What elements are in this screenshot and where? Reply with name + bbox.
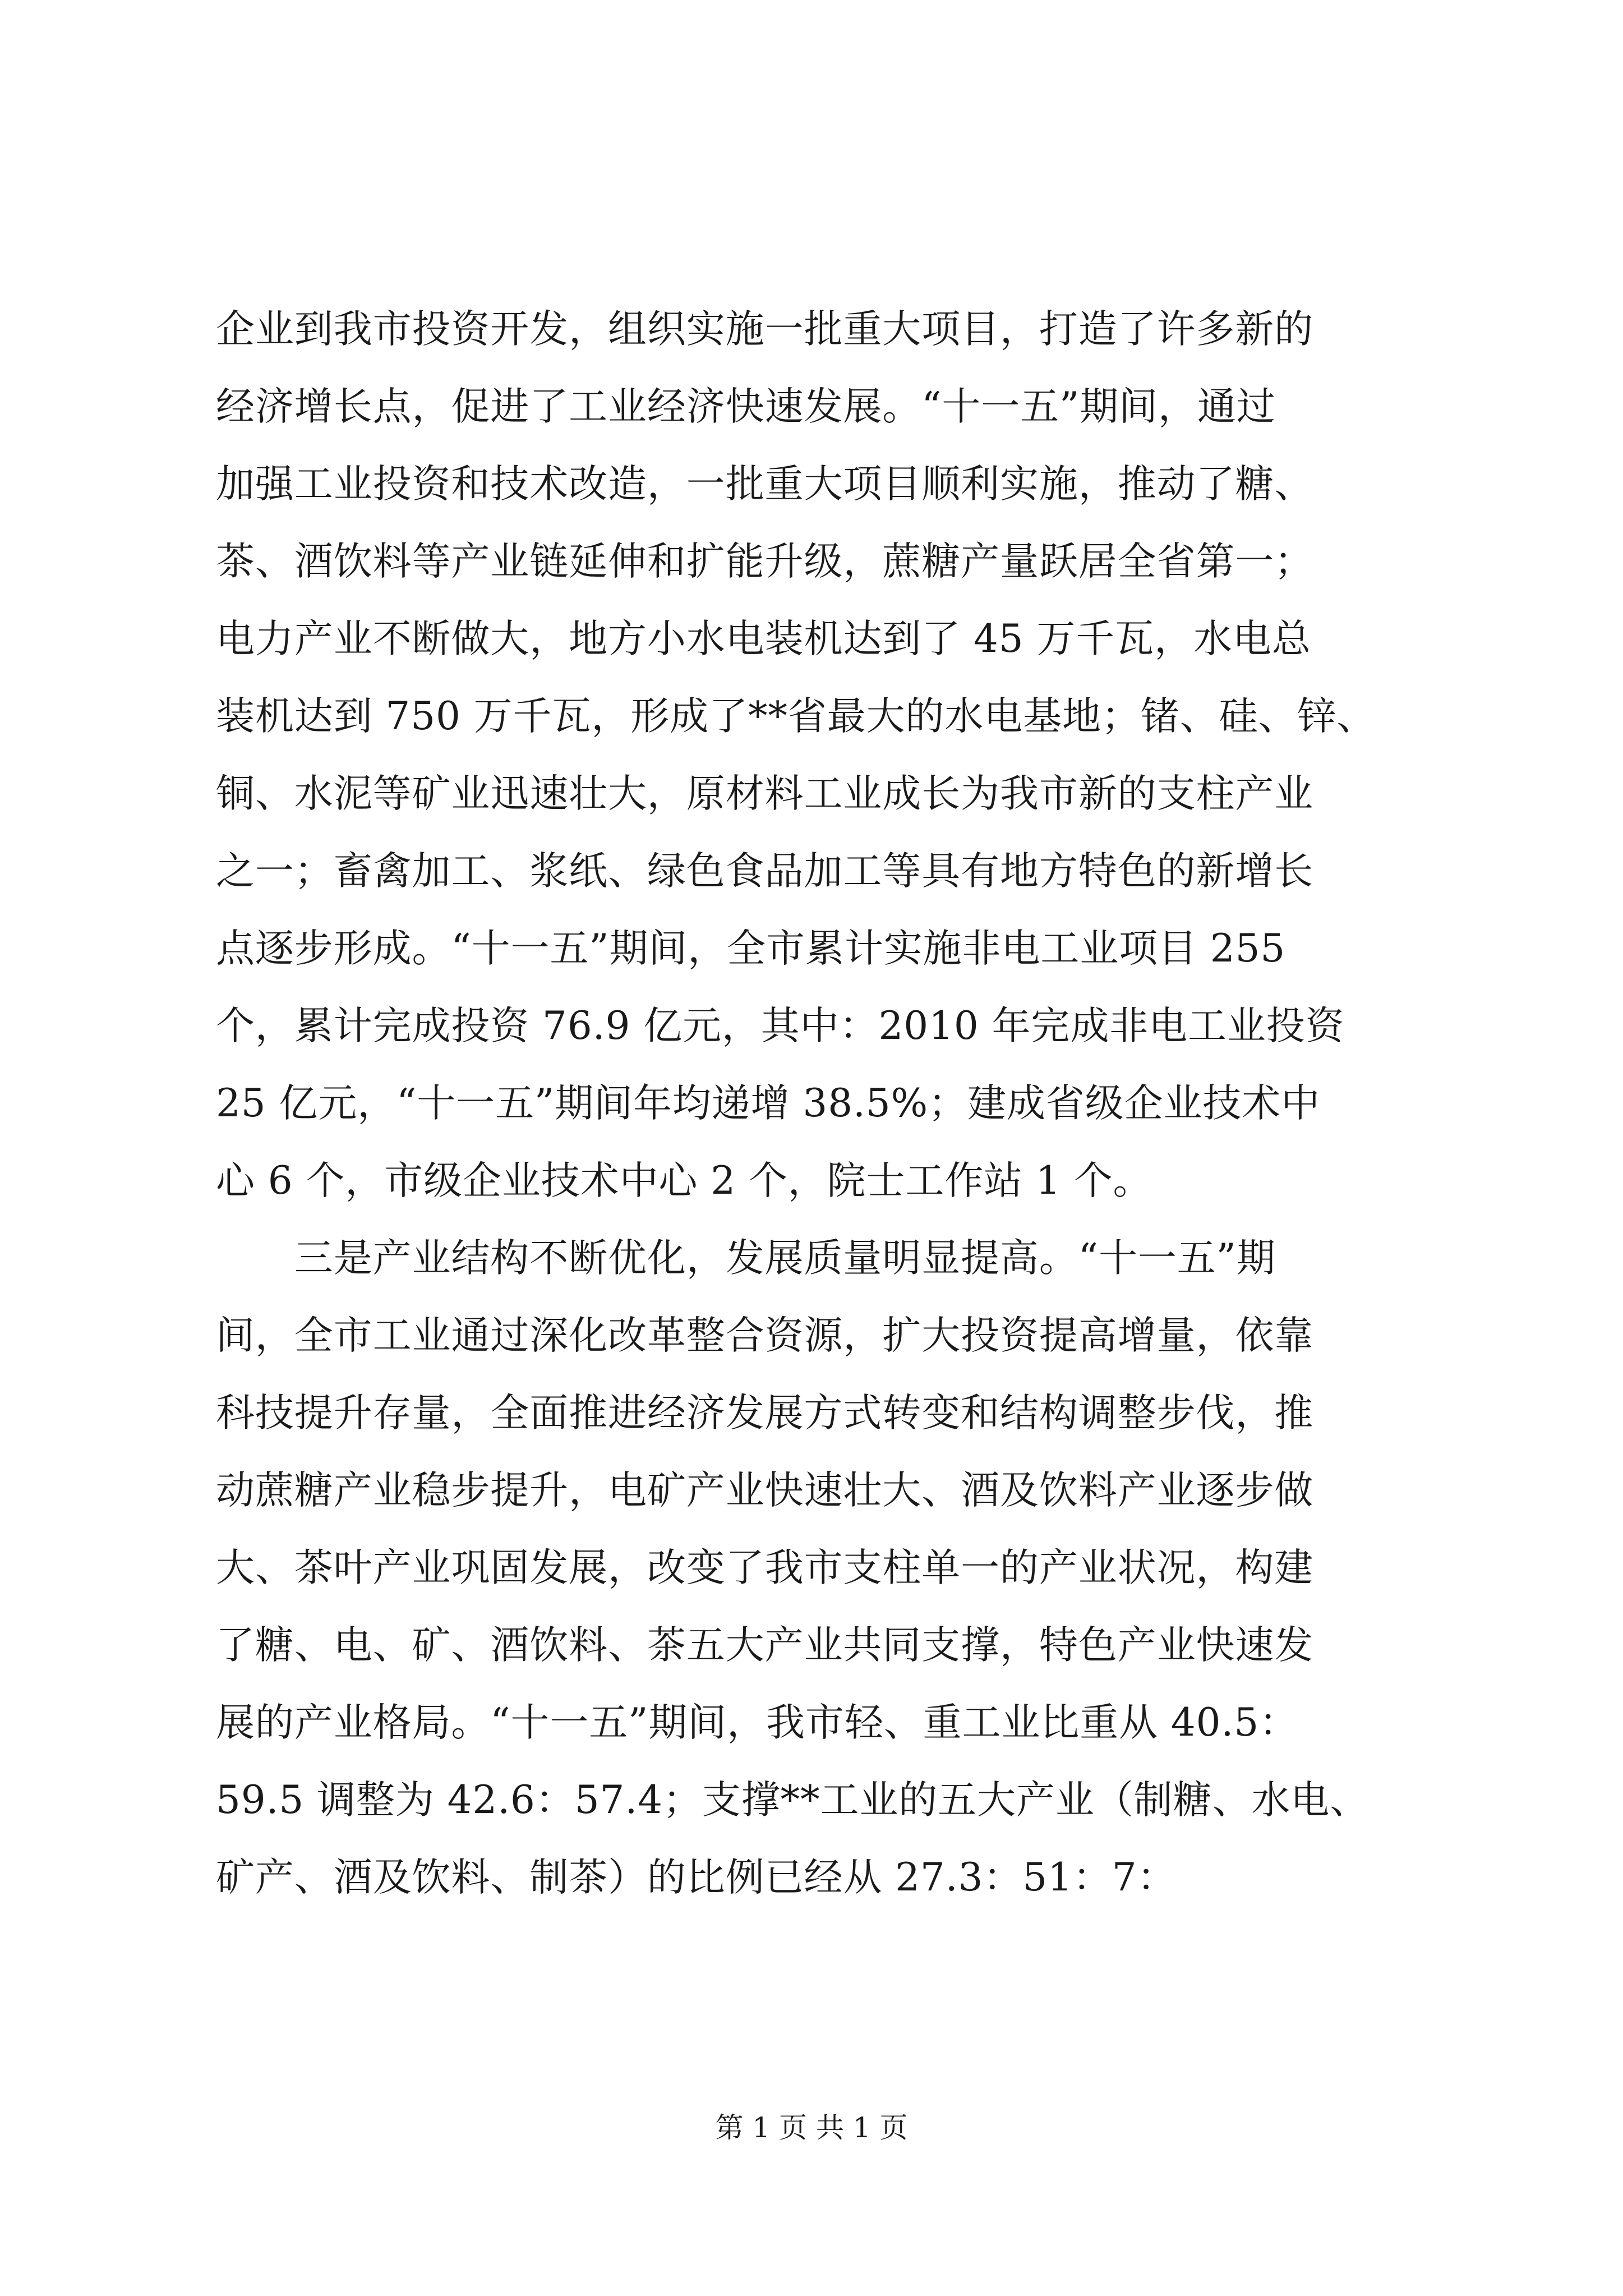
text-line: 企业到我市投资开发，组织实施一批重大项目，打造了许多新的 [216, 307, 1314, 352]
text-line: 心 6 个，市级企业技术中心 2 个，院士工作站 1 个。 [216, 1158, 1152, 1203]
text-line: 了糖、电、矿、酒饮料、茶五大产业共同支撑，特色产业快速发 [216, 1623, 1314, 1668]
text-line: 加强工业投资和技术改造，一批重大项目顺利实施，推动了糖、 [216, 462, 1314, 507]
text-line: 矿产、酒及饮料、制茶）的比例已经从 27.3：51：7： [216, 1855, 1177, 1900]
text-line: 科技提升存量，全面推进经济发展方式转变和结构调整步伐，推 [216, 1391, 1314, 1435]
text-line: 点逐步形成。“十一五”期间，全市累计实施非电工业项目 255 [216, 926, 1286, 971]
text-line: 装机达到 750 万千瓦，形成了**省最大的水电基地；锗、硅、锌、 [216, 694, 1376, 739]
text-line: 之一；畜禽加工、浆纸、绿色食品加工等具有地方特色的新增长 [216, 849, 1314, 894]
text-line: 茶、酒饮料等产业链延伸和扩能升级，蔗糖产量跃居全省第一； [216, 539, 1314, 584]
text-line: 间，全市工业通过深化改革整合资源，扩大投资提高增量，依靠 [216, 1313, 1314, 1358]
text-line: 电力产业不断做大，地方小水电装机达到了 45 万千瓦，水电总 [216, 616, 1311, 661]
text-line: 59.5 调整为 42.6：57.4；支撑**工业的五大产业（制糖、水电、 [216, 1778, 1370, 1823]
body-text [216, 291, 1422, 1916]
text-line: 25 亿元，“十一五”期间年均递增 38.5%；建成省级企业技术中 [216, 1081, 1321, 1126]
text-line: 铜、水泥等矿业迅速壮大，原材料工业成长为我市新的支柱产业 [216, 771, 1314, 816]
text-line: 展的产业格局。“十一五”期间，我市轻、重工业比重从 40.5： [216, 1700, 1299, 1745]
text-line: 经济增长点，促进了工业经济快速发展。“十一五”期间，通过 [216, 384, 1276, 429]
paragraph-start-line: 三是产业结构不断优化，发展质量明显提高。“十一五”期 [216, 1236, 1276, 1281]
page-footer: 第 1 页 共 1 页 [715, 2111, 908, 2144]
text-line: 动蔗糖产业稳步提升，电矿产业快速壮大、酒及饮料产业逐步做 [216, 1468, 1314, 1513]
text-line: 大、茶叶产业巩固发展，改变了我市支柱单一的产业状况，构建 [216, 1545, 1314, 1590]
text-line: 个，累计完成投资 76.9 亿元，其中：2010 年完成非电工业投资 [216, 1004, 1345, 1048]
